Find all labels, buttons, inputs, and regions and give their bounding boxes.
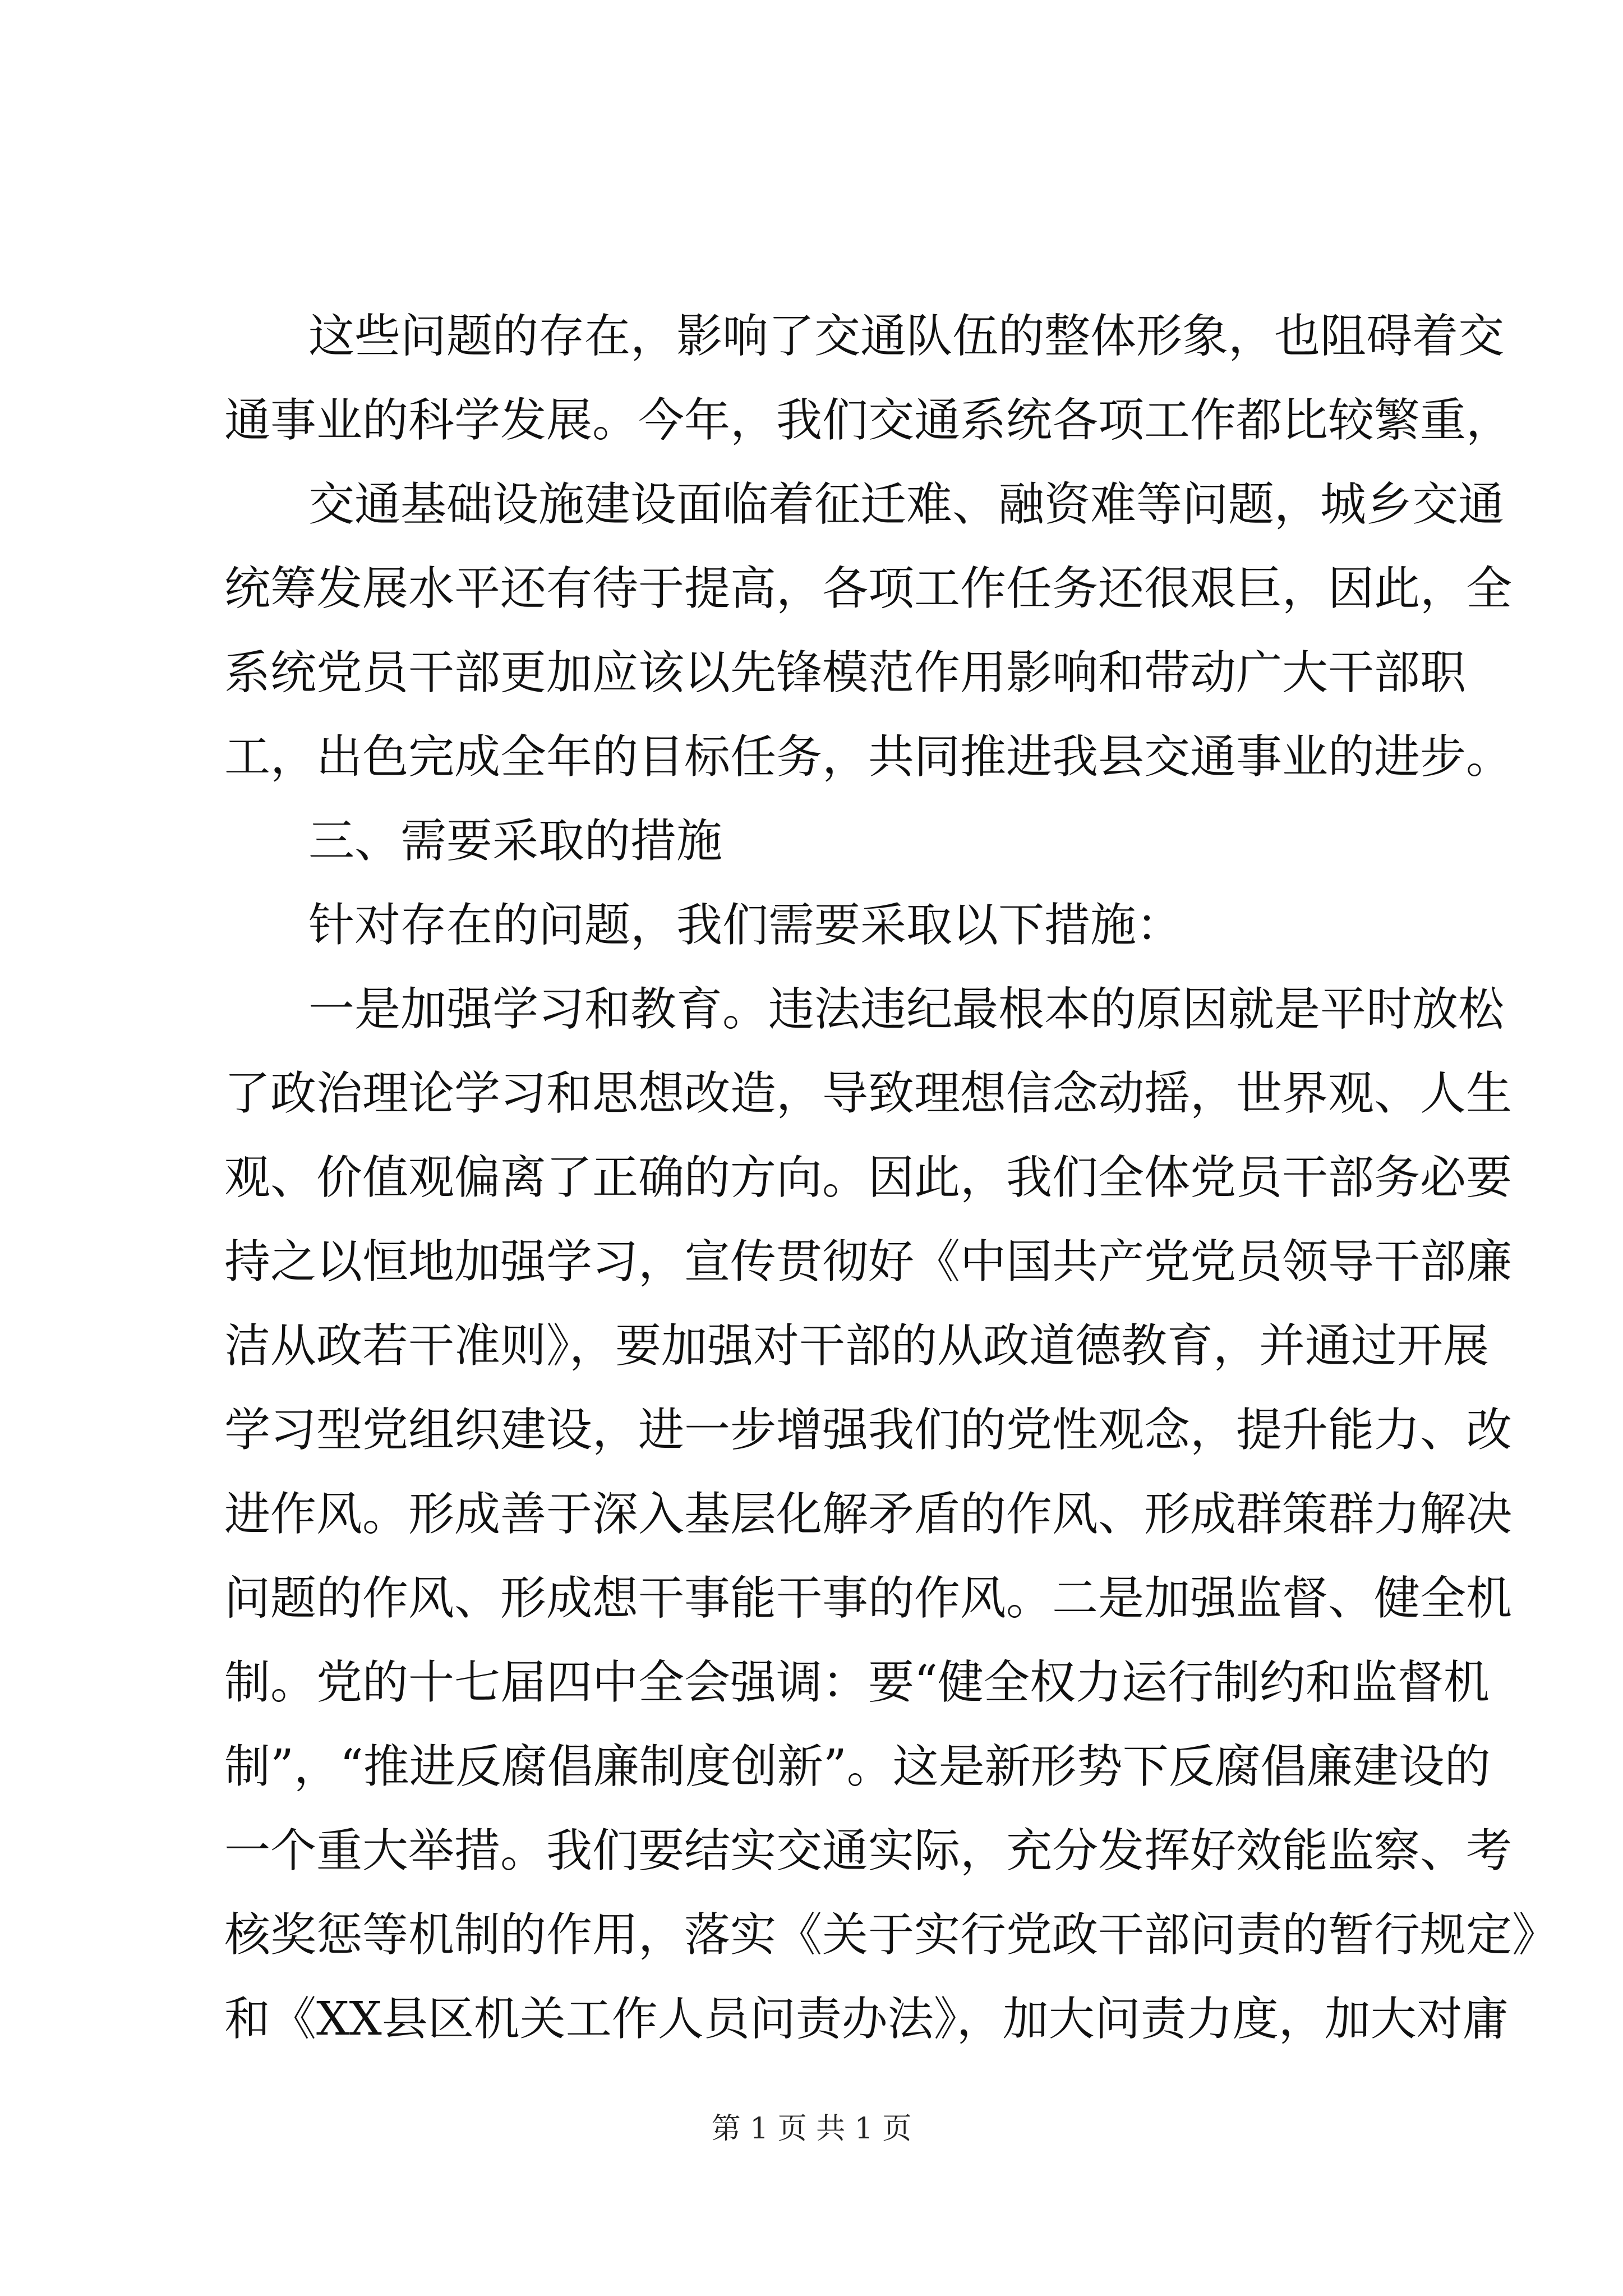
paragraph-line: 了政治理论学习和思想改造，导致理想信念动摇，世界观、人生: [224, 1067, 1513, 1120]
paragraph-line: 系统党员干部更加应该以先锋模范作用影响和带动广大干部职: [224, 646, 1467, 700]
paragraph-line: 一是加强学习和教育。违法违纪最根本的原因就是平时放松: [308, 983, 1505, 1036]
paragraph-line: 一个重大举措。我们要结实交通实际，充分发挥好效能监察、考: [224, 1824, 1513, 1878]
paragraph-line: 交通基础设施建设面临着征迁难、融资难等问题，城乡交通: [308, 478, 1505, 531]
page-number-footer: 第 1 页 共 1 页: [711, 2112, 912, 2146]
paragraph-line: 制”，“推进反腐倡廉制度创新”。这是新形势下反腐倡廉建设的: [224, 1740, 1491, 1793]
paragraph-line: 观、价值观偏离了正确的方向。因此，我们全体党员干部务必要: [224, 1151, 1513, 1204]
paragraph-line: 通事业的科学发展。今年，我们交通系统各项工作都比较繁重，: [224, 394, 1513, 447]
paragraph-line: 制。党的十七届四中全会强调：要“健全权力运行制约和监督机: [224, 1656, 1490, 1709]
paragraph-line: 洁从政若干准则》，要加强对干部的从政道德教育，并通过开展: [224, 1319, 1490, 1373]
paragraph-line: 问题的作风、形成想干事能干事的作风。二是加强监督、健全机: [224, 1572, 1513, 1625]
paragraph-line: 进作风。形成善于深入基层化解矛盾的作风、形成群策群力解决: [224, 1488, 1513, 1541]
paragraph-line: 核奖惩等机制的作用，落实《关于实行党政干部问责的暂行规定》: [224, 1908, 1559, 1962]
paragraph-line: 这些问题的存在，影响了交通队伍的整体形象，也阻碍着交: [308, 310, 1505, 363]
paragraph-line: 持之以恒地加强学习，宣传贯彻好《中国共产党党员领导干部廉: [224, 1235, 1513, 1289]
paragraph-line: 学习型党组织建设，进一步增强我们的党性观念，提升能力、改: [224, 1404, 1513, 1457]
paragraph-line: 针对存在的问题，我们需要采取以下措施：: [308, 899, 1183, 952]
paragraph-line: 和《XX县区机关工作人员问责办法》，加大问责力度，加大对庸: [224, 1993, 1509, 2046]
paragraph-line: 工，出色完成全年的目标任务，共同推进我县交通事业的进步。: [224, 730, 1513, 784]
section-heading: 三、需要采取的措施: [308, 815, 723, 868]
paragraph-line: 统筹发展水平还有待于提高，各项工作任务还很艰巨，因此，全: [224, 562, 1513, 615]
